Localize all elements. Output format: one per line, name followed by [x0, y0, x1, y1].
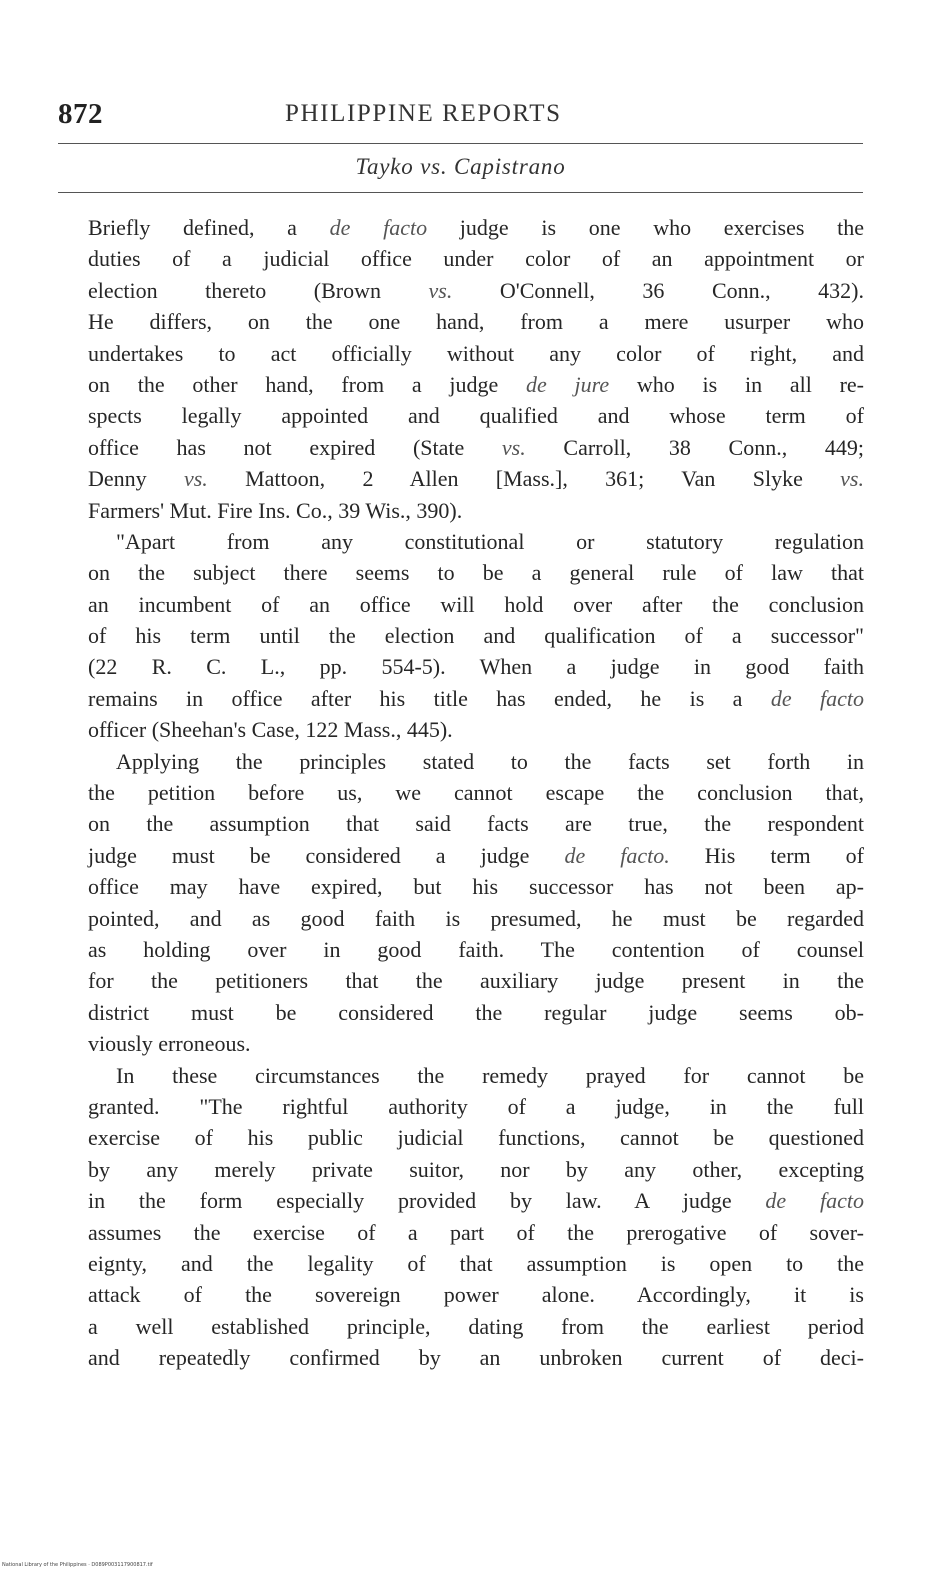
text-line — [88, 1279, 864, 1310]
italic-term: de facto. — [564, 842, 670, 868]
text-run: viously erroneous. — [88, 1031, 251, 1057]
text-line — [88, 965, 864, 996]
text-run: granted. "The rightful authority of a judge, in the full — [88, 1093, 864, 1119]
text-line — [88, 1311, 864, 1342]
text-line — [88, 1122, 864, 1153]
paragraph — [88, 212, 864, 526]
text-line — [88, 400, 864, 431]
text-line — [88, 306, 864, 337]
paragraph — [88, 1060, 864, 1374]
text-run: a well established principle, dating from the earliest period — [88, 1313, 864, 1339]
text-line — [88, 871, 864, 902]
text-line — [88, 589, 864, 620]
paragraph — [88, 526, 864, 746]
text-line — [88, 212, 864, 243]
text-line — [88, 338, 864, 369]
text-line — [88, 903, 864, 934]
text-line — [88, 557, 864, 588]
text-line — [88, 275, 864, 306]
text-line — [88, 1185, 864, 1216]
text-line — [88, 651, 864, 682]
text-run: duties of a judicial office under color of an appointment or — [88, 246, 864, 272]
header-rule-top — [58, 143, 863, 144]
text-line — [88, 620, 864, 651]
text-run: assumes the exercise of a part of the prerogative of sover- — [88, 1219, 864, 1245]
italic-term: vs. — [840, 466, 864, 492]
text-run: eignty, and the legality of that assumption is open to the — [88, 1250, 864, 1276]
italic-term: vs. — [428, 277, 453, 303]
text-line — [88, 369, 864, 400]
text-run: of his term until the election and qualification of a successor" — [88, 623, 864, 649]
italic-term: vs. — [501, 434, 526, 460]
text-line — [88, 683, 864, 714]
text-line — [88, 495, 864, 526]
text-run: His term of — [669, 842, 864, 868]
header-rule-bottom — [58, 192, 863, 193]
text-run: (22 R. C. L., pp. 554-5). When a judge in good faith — [88, 654, 864, 680]
text-run: Briefly defined, a — [88, 215, 330, 240]
text-run: Farmers' Mut. Fire Ins. Co., 39 Wis., 390). — [88, 497, 463, 523]
text-run: in the form especially provided by law. A judge — [88, 1188, 766, 1214]
text-line — [88, 777, 864, 808]
text-run: Applying the principles stated to the facts set forth in — [116, 748, 864, 774]
text-line — [88, 934, 864, 965]
text-line — [88, 526, 864, 557]
text-run: "Apart from any constitutional or statutory regulation — [116, 528, 864, 554]
text-run: election thereto (Brown — [88, 277, 429, 303]
text-line — [88, 714, 864, 745]
page-number: 872 — [58, 98, 103, 130]
italic-term: vs. — [183, 466, 208, 492]
text-run: judge is one who exercises the — [427, 215, 864, 240]
text-run: office may have expired, but his successor has not been ap- — [88, 874, 864, 900]
text-run: judge must be considered a judge — [88, 842, 565, 868]
text-run: on the subject there seems to be a general rule of law that — [88, 560, 864, 586]
text-line — [88, 1060, 864, 1091]
text-run: Denny — [88, 466, 184, 492]
text-line — [88, 808, 864, 839]
body-text — [88, 212, 864, 1373]
running-head: PHILIPPINE REPORTS — [285, 100, 562, 127]
italic-term: de facto — [329, 215, 428, 240]
text-line — [88, 1342, 864, 1373]
text-run: office has not expired (State — [88, 434, 502, 460]
text-run: as holding over in good faith. The contention of counsel — [88, 936, 864, 962]
text-run: pointed, and as good faith is presumed, he must be regarded — [88, 905, 864, 931]
text-run: on the assumption that said facts are true, the respondent — [88, 811, 864, 837]
italic-term: de jure — [526, 371, 610, 397]
scan-footer-note: National Library of the Philippines · D089P003117900817.tif — [2, 1562, 153, 1568]
text-run: spects legally appointed and qualified and whose term of — [88, 403, 864, 429]
text-run: In these circumstances the remedy prayed for cannot be — [116, 1062, 864, 1088]
text-run: by any merely private suitor, nor by any other, excepting — [88, 1156, 864, 1182]
text-line — [88, 1217, 864, 1248]
italic-term: de facto — [770, 685, 865, 711]
text-line — [88, 432, 864, 463]
text-run: attack of the sovereign power alone. Accordingly, it is — [88, 1282, 864, 1308]
text-run: district must be considered the regular judge seems ob- — [88, 999, 864, 1025]
text-run: the petition before us, we cannot escape the conclusion that, — [88, 780, 864, 806]
text-run: remains in office after his title has ended, he is a — [88, 685, 771, 711]
text-line — [88, 997, 864, 1028]
text-run: officer (Sheehan's Case, 122 Mass., 445). — [88, 717, 453, 743]
text-run: exercise of his public judicial functions, cannot be questioned — [88, 1125, 864, 1151]
text-run: O'Connell, 36 Conn., 432). — [452, 277, 864, 303]
text-run: who is in all re- — [609, 371, 864, 397]
text-line — [88, 1154, 864, 1185]
text-line — [88, 463, 864, 494]
text-run: undertakes to act officially without any color of right, and — [88, 340, 864, 366]
text-line — [88, 840, 864, 871]
text-run: Carroll, 38 Conn., 449; — [525, 434, 864, 460]
case-title: Tayko vs. Capistrano — [355, 154, 566, 179]
page-header — [58, 98, 863, 138]
italic-term: de facto — [765, 1188, 864, 1214]
text-line — [88, 746, 864, 777]
text-run: He differs, on the one hand, from a mere usurper who — [88, 309, 864, 335]
text-run: an incumbent of an office will hold over after the conclusion — [88, 591, 864, 617]
text-line — [88, 1248, 864, 1279]
text-line — [88, 243, 864, 274]
paragraph — [88, 746, 864, 1060]
text-run: for the petitioners that the auxiliary judge present in the — [88, 968, 864, 994]
text-line — [88, 1091, 864, 1122]
text-run: and repeatedly confirmed by an unbroken current of deci- — [88, 1345, 864, 1371]
text-line — [88, 1028, 864, 1059]
text-run: on the other hand, from a judge — [88, 371, 527, 397]
text-run: Mattoon, 2 Allen [Mass.], 361; Van Slyke — [207, 466, 841, 492]
